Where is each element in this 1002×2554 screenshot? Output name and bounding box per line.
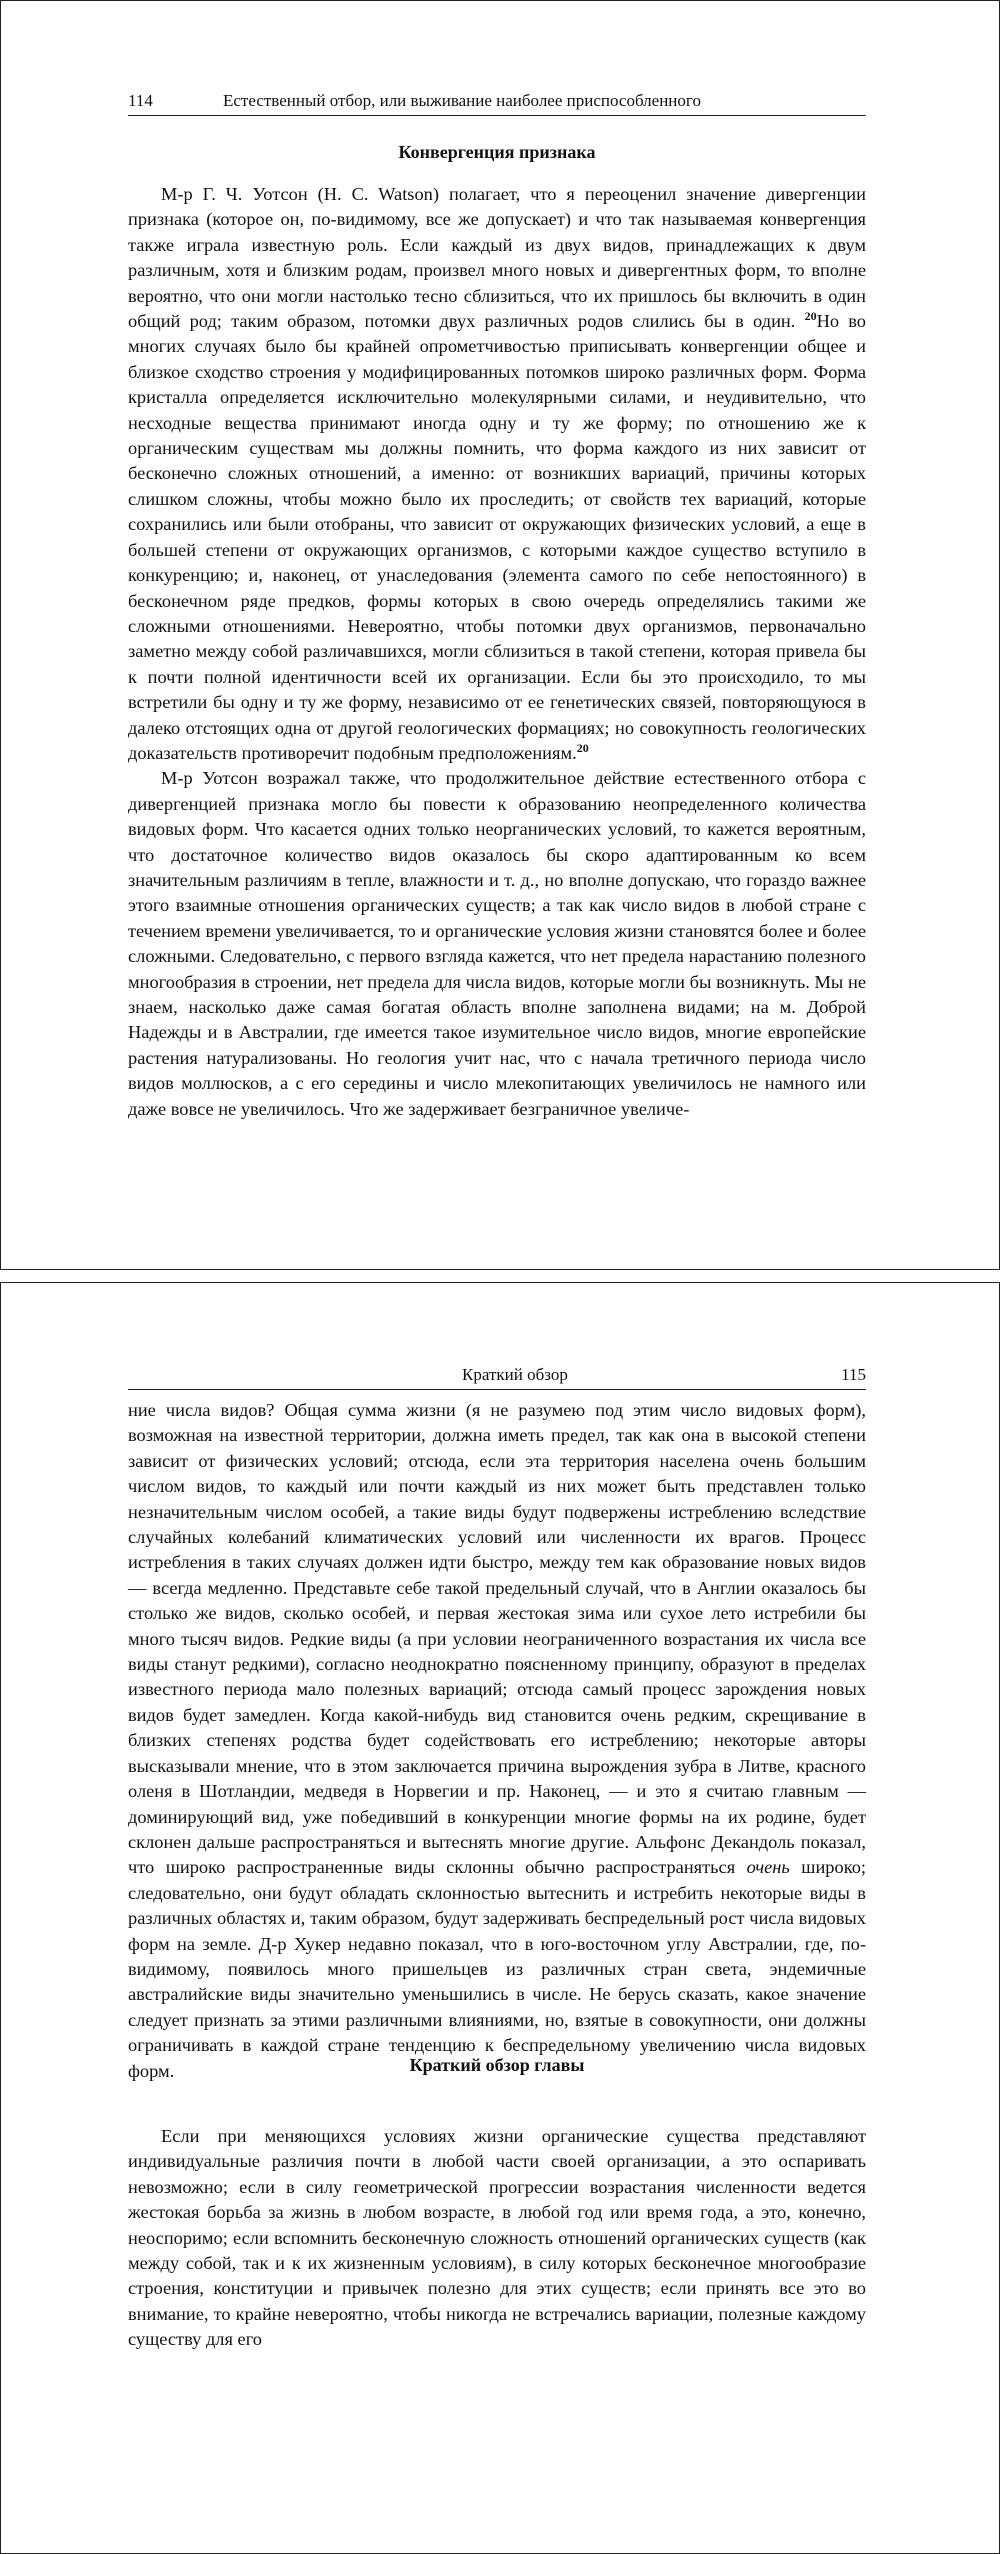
section-heading: Конвергенция признака — [398, 142, 596, 162]
running-header — [128, 1363, 866, 1390]
paragraph: Если при меняющихся условиях жизни органические существа представляют индивидуальные различия почти в любой части своей организации, а это оспаривать невозможно; если в силу геометрической прогрессии возрастания численности ведется жестокая борьба за жизнь в любом возрасте, в любой год или время года, а это, конечно, неоспоримо; если вспомнить бесконечную сложность отношений органических существ (как между собой, так и к их жизненным условиям), в силу которых бесконечное многообразие строения, конституции и привычек полезно для этих существ; если принять все это во внимание, то крайне невероятно, чтобы никогда не встречались вариации, полезные каждому существу для его — [128, 2126, 866, 2350]
paragraph: М-р Уотсон возражал также, что продолжительное действие естественного отбора с дивергенцией признака могло бы повести к образованию неопределенного количества видовых форм. Что касается одних только неорганических условий, то кажется вероятным, что достаточное количество видов оказалось бы скоро адаптированным ко всем значительным различиям в тепле, влажности и т. д., но вполне допускаю, что гораздо важнее этого взаимные отношения органических существ; а так как число видов в любой стране с течением времени увеличивается, то и органические условия жизни становятся более и более сложными. Следовательно, с первого взгляда кажется, что нет предела нарастанию полезного многообразия в строении, нет предела для числа видов, которые могли бы возникнуть. Мы не знаем, насколько даже самая богатая область вполне заполнена видами; на м. Доброй Надежды и в Австралии, где имеется такое изумительное число видов, многие европейские растения натурализованы. Но геология учит нас, что с начала третичного периода число видов моллюсков, а с его середины и число млекопитающих увеличилось не намного или даже вовсе не увеличилось. Что же задерживает безграничное увеличе- — [128, 768, 866, 1119]
running-header — [128, 89, 866, 116]
text-run: М-р Г. Ч. Уотсон (H. C. Watson) полагает, что я переоценил значение дивергенции признака (которое он, по-видимому, все же допускает) и что так называемая конвергенция также играла известную роль. Если каждый из двух видов, принадлежащих к двум различным, хотя и близким родам, произвел много новых и дивергентных форм, то вполне вероятно, что они могли настолько тесно сблизиться, что их пришлось бы включить в один общий род; таким образом, потомки двух различных родов слились бы в один. — [128, 184, 866, 332]
emphasis: очень — [746, 1857, 790, 1878]
page-number: 114 — [128, 91, 153, 110]
section-heading: Краткий обзор главы — [409, 2055, 585, 2075]
running-title: Естественный отбор, или выживание наиболее приспособленного — [223, 91, 701, 110]
body-text — [128, 182, 866, 1122]
text-run: широко; следовательно, они будут обладать склонностью вытеснить и истребить некоторые виды в различных областях и, таким образом, будут задерживать беспредельный рост числа видовых форм на земле. Д-р Хукер недавно показал, что в юго-восточном углу Австралии, где, по-видимому, появилось много пришельцев из различных стран света, эндемичные австралийские виды значительно уменьшились в числе. Не берусь сказать, какое значение следует признать за этими различными влияниями, но, взятые в совокупности, они должны ограничивать в каждой стране тенденцию к беспредельному увеличению числа видовых форм. — [128, 1857, 866, 2081]
paragraph — [128, 182, 866, 766]
running-title: Краткий обзор — [462, 1365, 568, 1384]
body-text — [128, 1398, 866, 2084]
paragraph — [128, 1398, 866, 2084]
body-text — [128, 2124, 866, 2353]
page-number: 115 — [841, 1365, 866, 1384]
footnote-ref: 20 — [576, 740, 589, 755]
footnote-ref: 20 — [804, 308, 817, 323]
page-114 — [0, 0, 1000, 1270]
page-115 — [0, 1282, 1000, 2554]
text-run: Но во многих случаях было бы крайней опрометчивостью приписывать конвергенции общее и близкое сходство строения у модифицированных потомков широко различных форм. Форма кристалла определяется исключительно молекулярными силами, и неудивительно, что несходные вещества принимают иногда одну и ту же форму; по отношению же к органическим существам мы должны помнить, что форма каждого из них зависит от бесконечно сложных отношений, а именно: от возникших вариаций, причины которых слишком сложны, чтобы можно было их проследить; от свойств тех вариаций, которые сохранились или были отобраны, что зависит от окружающих физических условий, а еще в большей степени от окружающих организмов, с которыми каждое существо вступило в конкуренцию; и, наконец, от унаследования (элемента самого по себе непостоянного) в бесконечном ряде предков, формы которых в свою очередь определялись такими же сложными отношениями. Невероятно, чтобы потомки двух организмов, первоначально заметно между собой различавшихся, могли сблизиться в такой степени, которая привела бы к почти полной идентичности всей их организации. Если бы это происходило, то мы встретили бы одну и ту же форму, независимо от ее генетических связей, повторяющуюся в далеко отстоящих одна от другой геологических формациях; но совокупность геологических доказательств противоречит подобным предположениям. — [128, 311, 866, 763]
text-run: ние числа видов? Общая сумма жизни (я не разумею под этим число видовых форм), возможная на известной территории, должна иметь предел, так как она в высокой степени зависит от физических условий; отсюда, если эта территория населена очень большим числом видов, то каждый или почти каждый из них может быть представлен только незначительным числом особей, а такие виды будут подвержены истреблению вследствие случайных колебаний климатических условий или численности их врагов. Процесс истребления в таких случаях должен идти быстро, между тем как образование новых видов — всегда медленно. Представьте себе такой предельный случай, что в Англии оказалось бы столько же видов, сколько особей, и первая жестокая зима или сухое лето истребили бы много тысяч видов. Редкие виды (а при условии неограниченного возрастания их числа все виды станут редкими), согласно неоднократно поясненному принципу, образуют в пределах известного периода мало полезных вариаций; отсюда самый процесс зарождения новых видов будет замедлен. Когда какой-нибудь вид становится очень редким, скрещивание в близких степенях родства будет содействовать его истреблению; некоторые авторы высказывали мнение, что в этом заключается причина вырождения зубра в Литве, красного оленя в Шотландии, медведя в Норвегии и пр. Наконец, — и это я считаю главным — доминирующий вид, уже победивший в конкуренции многие формы на их родине, будет склонен дальше распространяться и вытеснять многие другие. Альфонс Декандоль показал, что широко распространенные виды склонны обычно распространяться — [128, 1400, 866, 1878]
